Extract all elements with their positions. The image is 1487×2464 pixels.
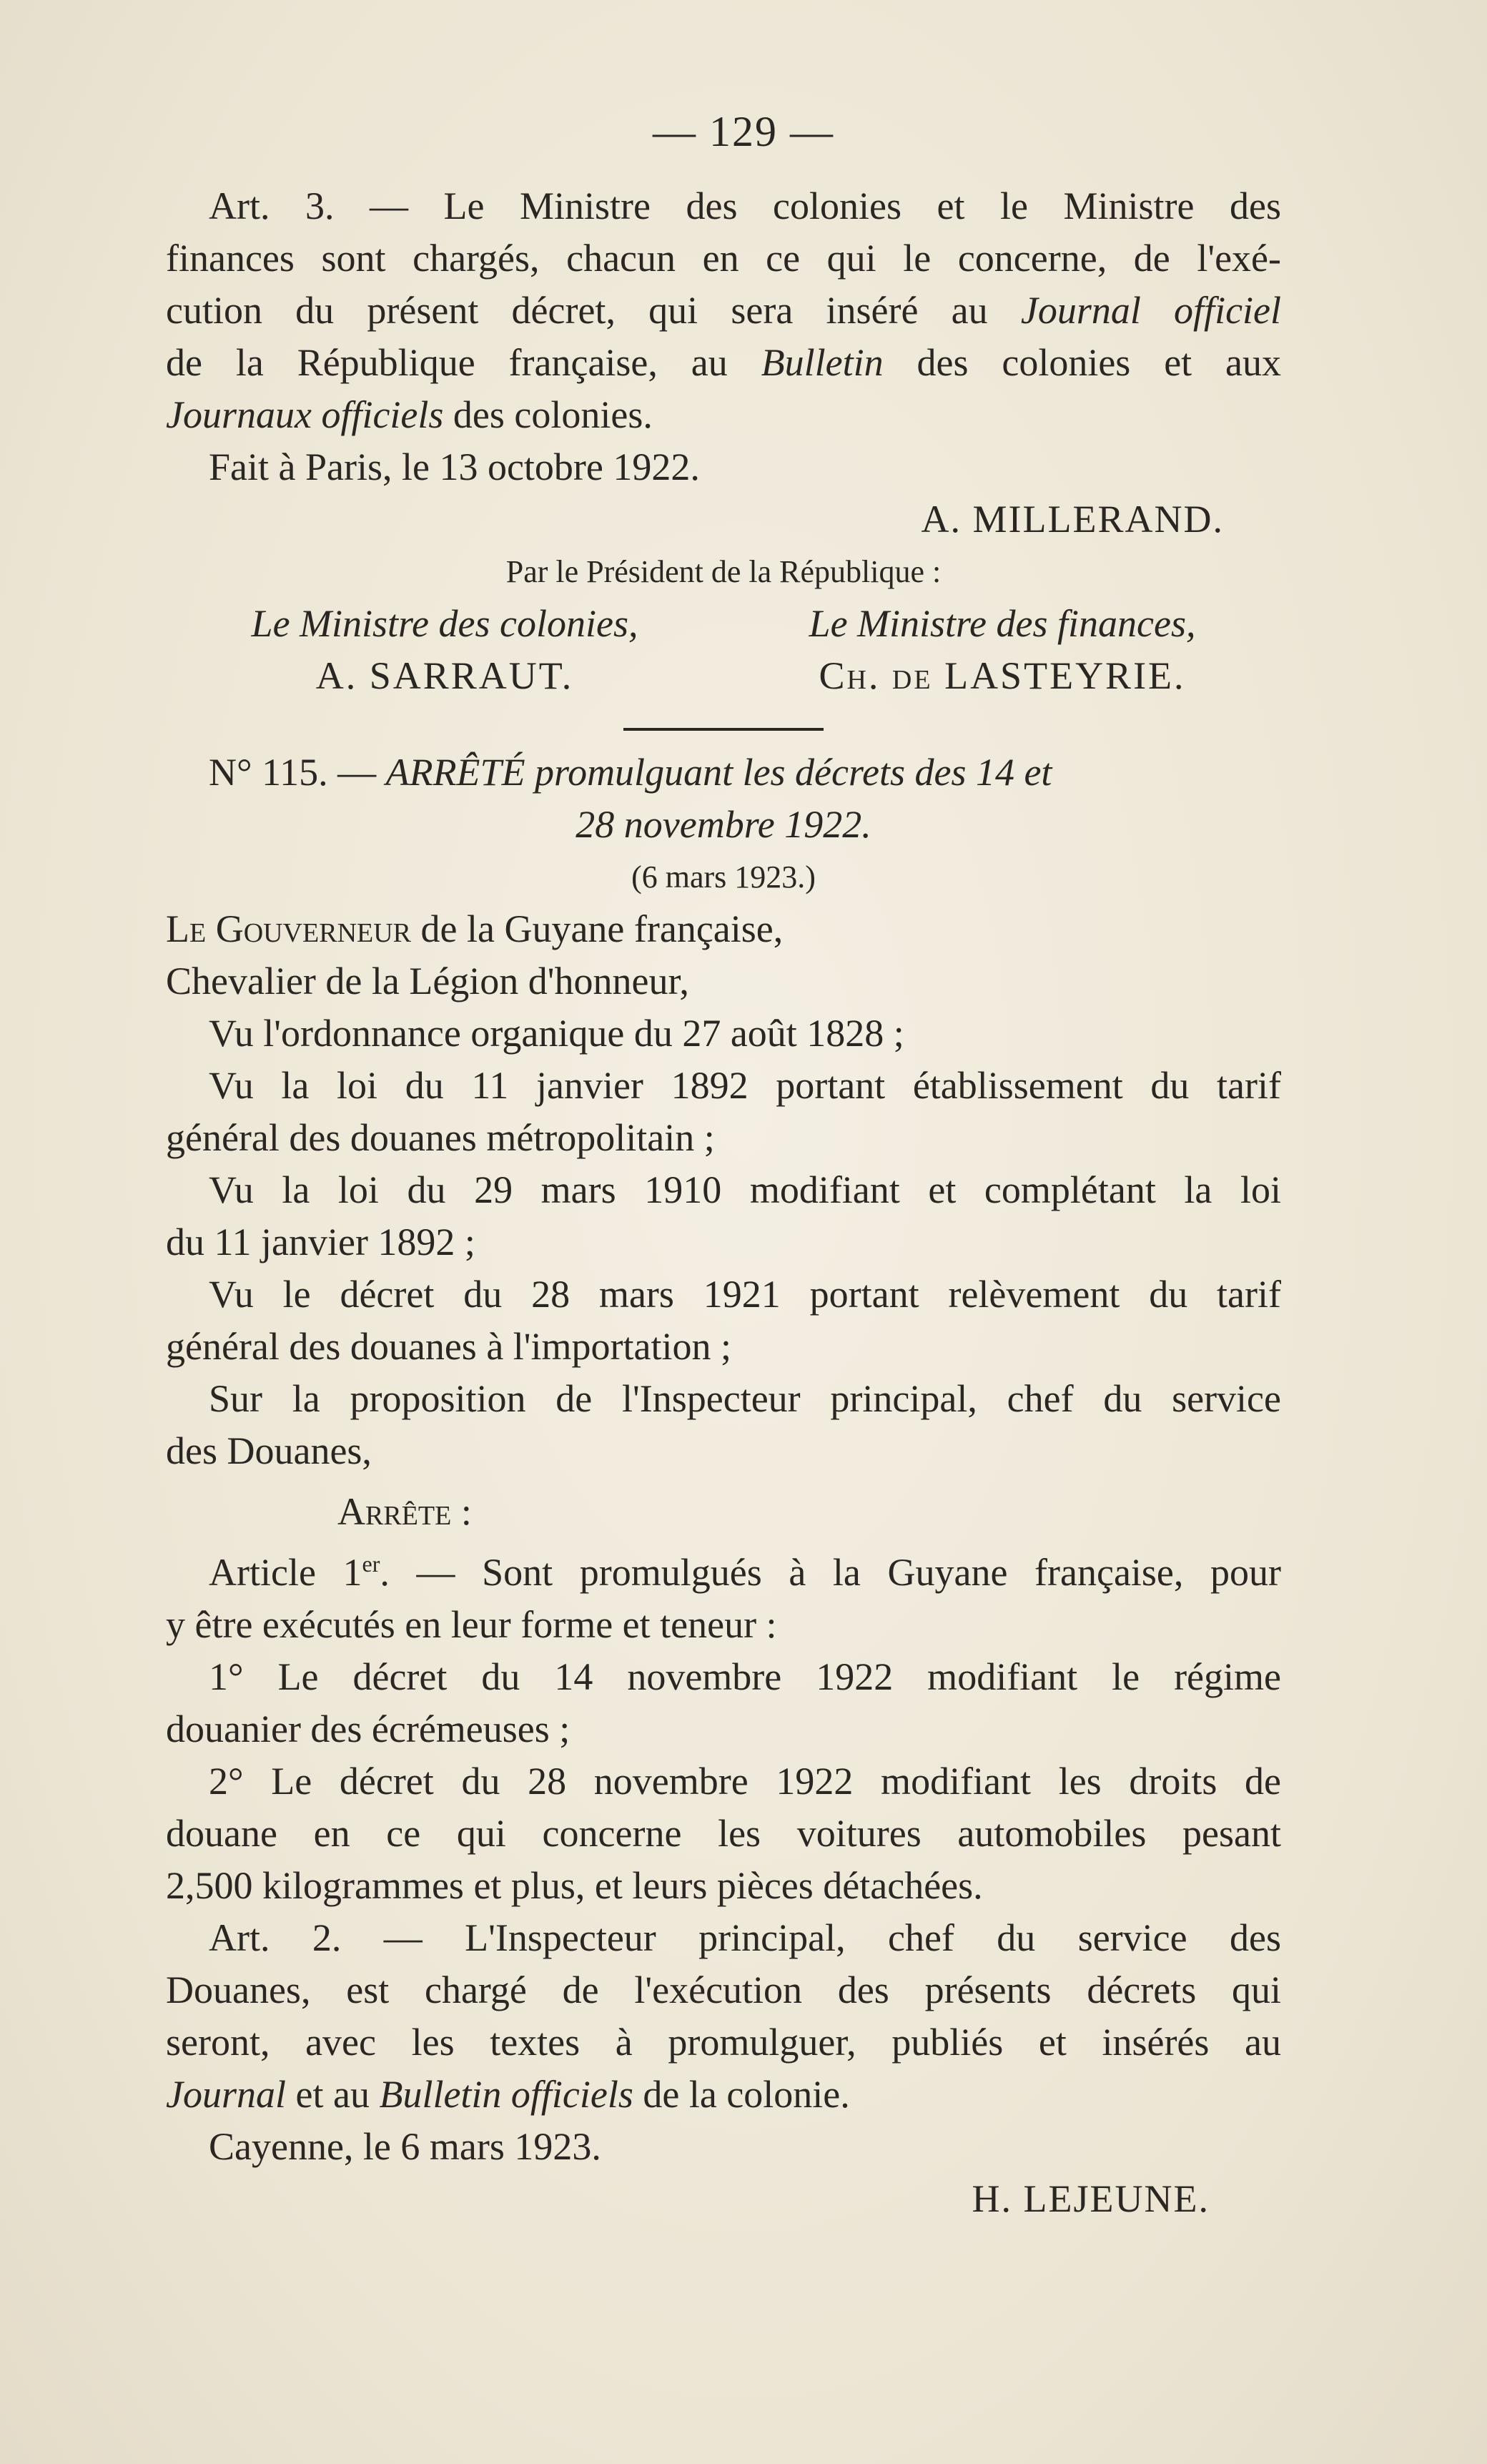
vu-loi-1892-a: Vu la loi du 11 janvier 1892 portant établissement du tarif <box>209 1064 1281 1107</box>
governor-line <box>166 903 1281 955</box>
ministers-titles <box>166 598 1281 650</box>
vu-loi-1910-a: Vu la loi du 29 mars 1910 modifiant et complétant la loi <box>209 1168 1281 1211</box>
article-2-d <box>166 2069 1281 2121</box>
vu-loi-1910-b: du 11 janvier 1892 ; <box>166 1221 475 1263</box>
vu-ordonnance: Vu l'ordonnance organique du 27 août 1828 ; <box>209 1012 904 1055</box>
item-2-c: 2,500 kilogrammes et plus, et leurs pièces détachées. <box>166 1864 983 1907</box>
minister-colonies-title: Le Ministre des colonies, <box>251 602 638 645</box>
minister-colonies-name: A. SARRAUT. <box>315 654 574 697</box>
governor-line-end: de la Guyane française, <box>420 907 784 950</box>
governor-label: Le Gouverneur <box>166 907 412 950</box>
article-1-label: Article 1 <box>209 1551 362 1594</box>
article-2-mid: et au <box>295 2073 370 2116</box>
art3-line-4 <box>166 337 1281 389</box>
art3-line-5-end: des colonies. <box>453 393 653 436</box>
art3-line-3 <box>166 285 1281 337</box>
article-1-sup: er <box>362 1551 380 1577</box>
arrete-number: N° 115. — <box>209 751 377 794</box>
art3-line-3-text: cution du présent décret, qui sera inséré au <box>166 289 988 332</box>
article-2-b: Douanes, est chargé de l'exécution des présents décrets qui <box>166 1968 1281 2011</box>
by-president: Par le Président de la République : <box>505 554 942 589</box>
art3-journal-officiel: Journal officiel <box>1020 289 1282 332</box>
vu-decret-1921-a: Vu le décret du 28 mars 1921 portant relèvement du tarif <box>209 1273 1281 1316</box>
article-2-a: Art. 2. — L'Inspecteur principal, chef du service des <box>209 1916 1281 1959</box>
art3-line-4-end: des colonies et aux <box>917 341 1282 384</box>
decree-date: Fait à Paris, le 13 octobre 1922. <box>209 445 700 488</box>
art3-line-1: Art. 3. — Le Ministre des colonies et le Ministre des <box>209 184 1281 227</box>
section-divider <box>623 728 824 731</box>
minister-finances-title: Le Ministre des finances, <box>809 602 1196 645</box>
minister-finances-prefix: Ch. de <box>819 654 933 697</box>
article-2-end: de la colonie. <box>643 2073 850 2116</box>
page-number: — 129 — <box>653 108 834 155</box>
article-1-text: . — Sont promulgués à la Guyane française, pour <box>380 1551 1281 1594</box>
minister-finances-surname: LASTEYRIE. <box>944 654 1186 697</box>
item-1-b: douanier des écrémeuses ; <box>166 1707 570 1750</box>
art3-line-5 <box>166 389 1281 441</box>
item-1-a: 1° Le décret du 14 novembre 1922 modifiant le régime <box>209 1655 1281 1698</box>
article-1-a <box>166 1547 1281 1599</box>
art3-journaux-officiels: Journaux officiels <box>166 393 444 436</box>
arrete-title: ARRÊTÉ promulguant les décrets des 14 et <box>385 751 1052 794</box>
document-body <box>166 180 1281 2225</box>
art3-bulletin: Bulletin <box>761 341 884 384</box>
place-date: Cayenne, le 6 mars 1923. <box>209 2125 601 2168</box>
arrete-date: (6 mars 1923.) <box>631 859 816 895</box>
article-1-b: y être exécutés en leur forme et teneur : <box>166 1603 777 1646</box>
arrete-title-2: 28 novembre 1922. <box>575 803 871 846</box>
chevalier-line: Chevalier de la Légion d'honneur, <box>166 960 689 1002</box>
article-2-journal: Journal <box>166 2073 286 2116</box>
sur-proposition-a: Sur la proposition de l'Inspecteur principal, chef du service <box>209 1377 1281 1420</box>
art3-line-4-text: de la République française, au <box>166 341 728 384</box>
sur-proposition-b: des Douanes, <box>166 1429 372 1472</box>
governor-signature: H. LEJEUNE. <box>972 2177 1210 2220</box>
president-signature: A. MILLERAND. <box>921 498 1224 541</box>
ministers-names <box>166 650 1281 702</box>
item-2-b: douane en ce qui concerne les voitures automobiles pesant <box>166 1812 1281 1855</box>
arrete-label: Arrête : <box>337 1490 472 1533</box>
arrete-heading-1 <box>166 746 1281 799</box>
arrete-heading-2 <box>166 799 1281 851</box>
item-2-a: 2° Le décret du 28 novembre 1922 modifiant les droits de <box>209 1760 1281 1803</box>
vu-loi-1892-b: général des douanes métropolitain ; <box>166 1116 715 1159</box>
minister-finances-name <box>723 650 1281 702</box>
article-2-bulletin: Bulletin officiels <box>379 2073 633 2116</box>
art3-line-2: finances sont chargés, chacun en ce qui le concerne, de l'exé- <box>166 237 1281 280</box>
article-2-c: seront, avec les textes à promulguer, publiés et insérés au <box>166 2021 1281 2064</box>
vu-decret-1921-b: général des douanes à l'importation ; <box>166 1325 731 1368</box>
